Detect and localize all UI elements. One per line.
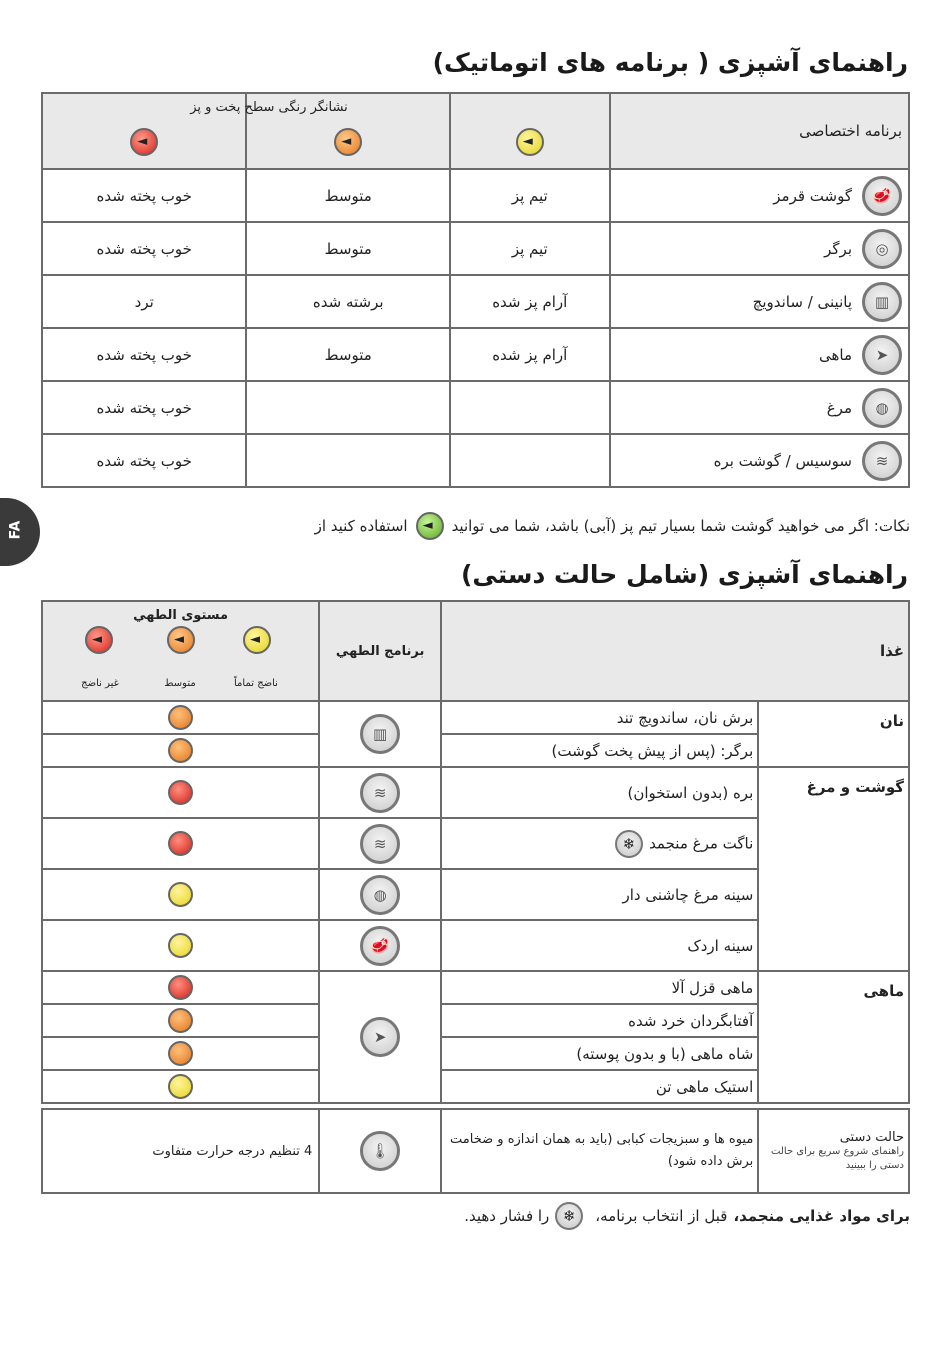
food-label: سینه مرغ چاشنی دار (622, 885, 754, 904)
orange-level-cell: برشته شده (246, 275, 450, 328)
food-label: برگر: (پس از پیش پخت گوشت) (551, 741, 754, 760)
program-label: پانینی / ساندویچ (752, 292, 852, 311)
program-cell (319, 869, 441, 920)
yellow-level-cell: آرام پز شده (450, 275, 610, 328)
yellow-level-dot (168, 882, 193, 907)
level-cell (42, 971, 319, 1004)
sausage-icon: ≋ (360, 773, 400, 813)
food-cell (441, 1004, 758, 1037)
red-level-cell: خوب پخته شده (42, 169, 246, 222)
table-row (42, 971, 909, 1004)
manual-program-table (41, 600, 910, 1104)
table-row (42, 381, 909, 434)
yellow-level-cell (450, 434, 610, 487)
food-label: ماهی قزل آلا (671, 978, 754, 997)
orange-level-cell: متوسط (246, 169, 450, 222)
yellow-indicator-icon (516, 128, 544, 156)
header-yellow-cell (450, 93, 610, 169)
fish-icon: ➤ (360, 1017, 400, 1057)
program-label: سوسیس / گوشت بره (713, 451, 852, 470)
program-cell (610, 328, 909, 381)
food-cell (441, 818, 758, 869)
food-label: بره (بدون استخوان) (627, 783, 754, 802)
level-cell (42, 734, 319, 767)
food-label: آفتابگردان خرد شده (628, 1011, 754, 1030)
program-label: ماهی (818, 345, 852, 364)
level-label-raw: غیر ناضج (81, 678, 119, 689)
manual-mode-table (41, 1108, 910, 1194)
food-label: برش نان، ساندویچ تند (616, 708, 754, 727)
level-label-done: ناضج تماماً (234, 678, 278, 689)
footer-frozen-note (464, 1202, 910, 1230)
table-row (42, 222, 909, 275)
note-text-before: نکات: اگر می خواهید گوشت شما بسیار تیم پز (آبی) باشد، شما می توانید (451, 517, 910, 535)
table-row (42, 701, 909, 734)
red-level-cell: خوب پخته شده (42, 434, 246, 487)
food-cell (441, 971, 758, 1004)
header-orange-cell (190, 93, 450, 169)
red-level-cell: ترد (42, 275, 246, 328)
chicken-icon: ◍ (360, 875, 400, 915)
orange-level-cell (246, 434, 450, 487)
program-label: مرغ (826, 398, 852, 417)
red-level-cell: خوب پخته شده (42, 381, 246, 434)
food-label: سینه اردک (687, 936, 754, 955)
header-program-label: برنامه اختصاصی (610, 93, 909, 169)
level-cell (42, 767, 319, 818)
thermometer-icon: 🌡 (360, 1131, 400, 1171)
red-level-cell: خوب پخته شده (42, 328, 246, 381)
level-cell (42, 1037, 319, 1070)
food-cell (441, 1037, 758, 1070)
header-level-cell (42, 601, 319, 701)
yellow-level-dot (168, 933, 193, 958)
food-cell (441, 1070, 758, 1103)
footer-text-middle: قبل از انتخاب برنامه، (595, 1207, 728, 1225)
page-title-manual: راهنمای آشپزی (شامل حالت دستی) (461, 560, 908, 589)
orange-level-dot (168, 1041, 193, 1066)
table-row (42, 169, 909, 222)
language-tab: FA (0, 498, 40, 566)
program-label: برگر (824, 239, 852, 258)
program-cell (610, 381, 909, 434)
program-cell (610, 275, 909, 328)
header-food-label: غذا (758, 601, 909, 701)
red-indicator-icon (130, 128, 158, 156)
orange-level-cell: متوسط (246, 222, 450, 275)
sausage-icon: ≋ (862, 441, 902, 481)
program-cell (610, 434, 909, 487)
food-label: استیک ماهی تن (655, 1077, 754, 1096)
orange-level-dot (168, 738, 193, 763)
level-cell (42, 1004, 319, 1037)
auto-program-table (41, 92, 910, 488)
level-cell (42, 869, 319, 920)
table-row (42, 275, 909, 328)
page-title-auto: راهنمای آشپزی ( برنامه های اتوماتیک) (432, 48, 908, 77)
food-cell (441, 701, 758, 734)
snowflake-icon: ❄ (615, 830, 643, 858)
yellow-level-cell: تیم پز (450, 222, 610, 275)
program-cell (610, 169, 909, 222)
level-cell (42, 701, 319, 734)
level-cell (42, 818, 319, 869)
food-cell (441, 920, 758, 971)
footer-bold-text: برای مواد غذایی منجمد، (733, 1207, 910, 1225)
manual-category-note: راهنمای شروع سریع برای حالت دستی را ببینید (771, 1145, 904, 1171)
food-cell (441, 734, 758, 767)
yellow-level-cell (450, 381, 610, 434)
red-level-cell: خوب پخته شده (42, 222, 246, 275)
indicator-header-label: نشانگر رنگی سطح پخت و پز (190, 100, 348, 115)
program-cell (319, 701, 441, 767)
level-header-label: مستوى الطهي (133, 608, 229, 623)
orange-indicator-icon (167, 626, 195, 654)
red-indicator-icon (85, 626, 113, 654)
manual-program-cell (319, 1109, 441, 1193)
note-text-after: استفاده کنید از (314, 517, 408, 535)
category-label: نان (758, 701, 909, 767)
program-cell (319, 920, 441, 971)
header-program-label: برنامج الطهي (319, 601, 441, 701)
food-cell (441, 869, 758, 920)
steak-icon: 🥩 (862, 176, 902, 216)
program-cell (319, 767, 441, 818)
yellow-level-cell: تیم پز (450, 169, 610, 222)
manual-category-cell (758, 1109, 909, 1193)
chicken-icon: ◍ (862, 388, 902, 428)
table-row (42, 328, 909, 381)
burger-icon: ◎ (862, 229, 902, 269)
level-label-medium: متوسط (164, 678, 196, 689)
green-indicator-icon (416, 512, 444, 540)
yellow-indicator-icon (243, 626, 271, 654)
fish-icon: ➤ (862, 335, 902, 375)
table-row (42, 767, 909, 818)
orange-level-cell (246, 381, 450, 434)
program-cell (319, 818, 441, 869)
orange-level-cell: متوسط (246, 328, 450, 381)
food-cell (441, 767, 758, 818)
sandwich-icon: ▥ (360, 714, 400, 754)
yellow-level-dot (168, 1074, 193, 1099)
orange-indicator-icon (334, 128, 362, 156)
manual-level-text: 4 تنظیم درجه حرارت متفاوت (42, 1109, 319, 1193)
orange-level-dot (168, 1008, 193, 1033)
red-level-dot (168, 831, 193, 856)
sandwich-icon: ▥ (862, 282, 902, 322)
program-label: گوشت قرمز (773, 186, 852, 205)
yellow-level-cell: آرام پز شده (450, 328, 610, 381)
category-label: ماهی (758, 971, 909, 1103)
food-label: ناگت مرغ منجمد (649, 834, 754, 852)
program-cell (319, 971, 441, 1103)
note-tip (315, 512, 910, 540)
level-cell (42, 920, 319, 971)
sausage-icon: ≋ (360, 824, 400, 864)
orange-level-dot (168, 705, 193, 730)
program-cell (610, 222, 909, 275)
red-level-dot (168, 975, 193, 1000)
food-label: شاه ماهی (با و بدون پوسته) (576, 1044, 754, 1063)
table-row (42, 434, 909, 487)
level-cell (42, 1070, 319, 1103)
category-label: گوشت و مرغ (758, 767, 909, 971)
header-food-spacer (441, 601, 758, 701)
manual-food-text: میوه ها و سبزیجات کبابی (باید به همان اندازه و ضخامت برش داده شود) (441, 1109, 758, 1193)
red-level-dot (168, 780, 193, 805)
steak-icon: 🥩 (360, 926, 400, 966)
snowflake-icon: ❄ (555, 1202, 583, 1230)
manual-category-label: حالت دستی (839, 1129, 904, 1145)
footer-text-end: را فشار دهید. (464, 1207, 550, 1225)
